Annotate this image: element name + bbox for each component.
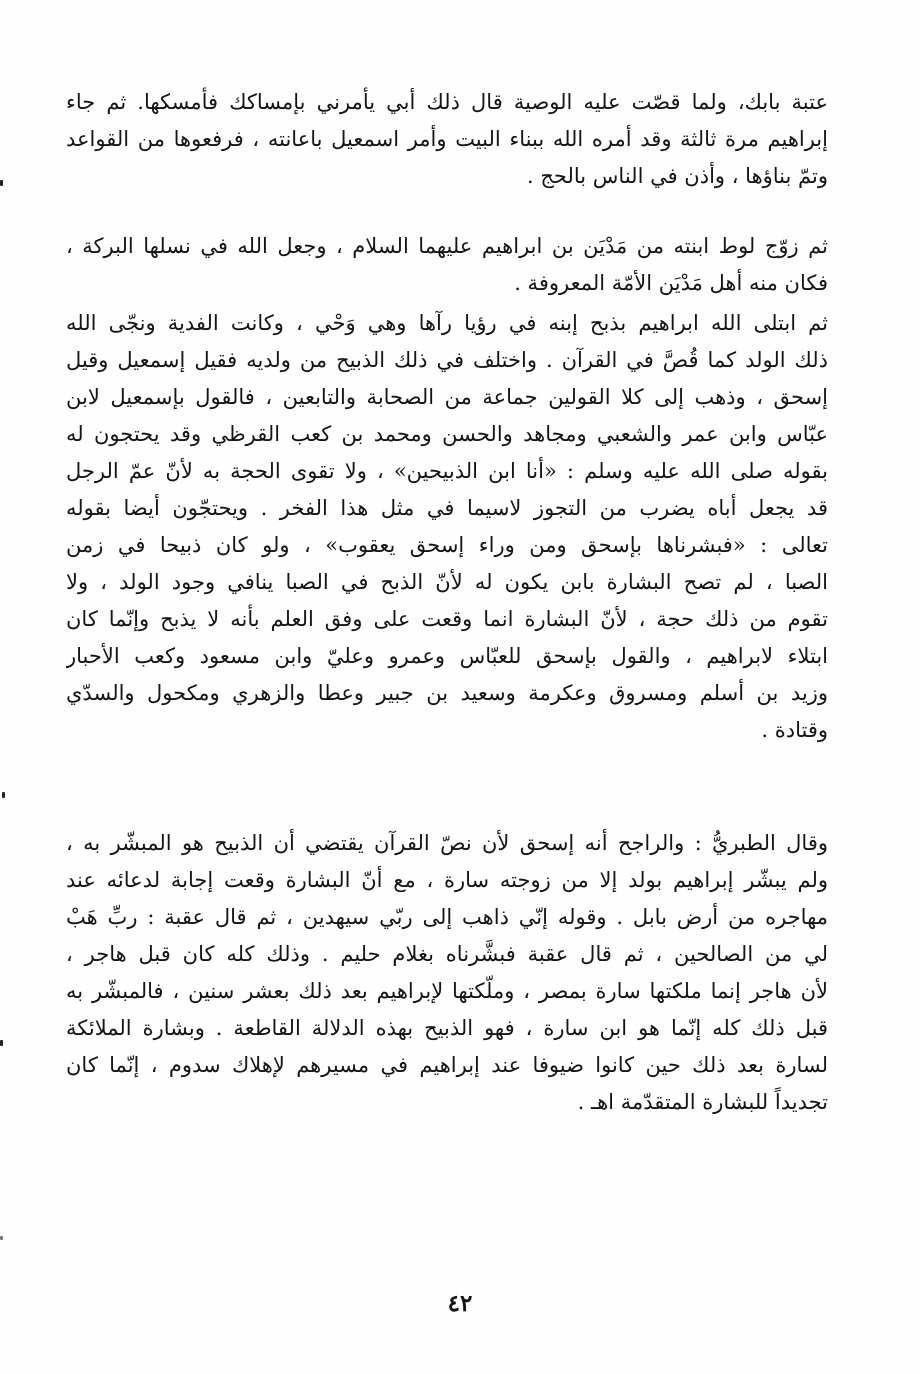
margin-speck xyxy=(0,1040,3,1046)
text-line: مهاجره من أرض بابل . وقوله إنّي ذاهب إلى ربّي سيهدين ، ثم قال عقبة : ربِّ هَبْ xyxy=(66,905,828,929)
text-line: بقوله صلى الله عليه وسلم : «أنا ابن الذبيحين» ، ولا تقوى الحجة به لأنّ عمّ الرجل xyxy=(66,459,828,483)
text-line: تقوم من ذلك حجة ، لأنّ البشارة انما وقعت على وفق العلم بأنه لا يذبح وإنّما كان xyxy=(66,607,828,631)
text-line: ثم زوّج لوط ابنته من مَدْيَن بن ابراهيم عليهما السلام ، وجعل الله في نسلها البركة ، xyxy=(66,234,828,258)
text-line: إبراهيم مرة ثالثة وقد أمره الله ببناء البيت وأمر اسمعيل باعانته ، فرفعوها من القواعد xyxy=(66,127,828,151)
page-number: ٤٢ xyxy=(447,1290,473,1317)
text-line: ابتلاء لابراهيم ، والقول بإسحق للعبّاس وعمرو وعليّ وابن مسعود وكعب الأحبار xyxy=(66,644,828,668)
text-line: الصبا ، لم تصح البشارة بابن يكون له لأنّ الذبح في الصبا ينافي وجود الولد ، ولا xyxy=(66,570,828,594)
text-line: تعالى : «فبشرناها بإسحق ومن وراء إسحق يعقوب» ، ولو كان ذبيحا في زمن xyxy=(66,533,828,557)
text-line: وزيد بن أسلم ومسروق وعكرمة وسعيد بن جبير وعطا والزهري ومكحول والسدّي xyxy=(66,681,828,705)
text-line: فكان منه أهل مَدْيَن الأمّة المعروفة . xyxy=(514,271,828,295)
margin-speck xyxy=(0,1236,3,1240)
text-line: قبل ذلك كله إنّما هو ابن سارة ، فهو الذبيح بهذه الدلالة القاطعة . وبشارة الملائكة xyxy=(66,1016,828,1040)
text-line: وقتادة . xyxy=(761,718,828,742)
text-line: وقال الطبريُّ : والراجح أنه إسحق لأن نصّ القرآن يقتضي أن الذبيح هو المبشّر به ، xyxy=(66,831,828,855)
text-line: وتمّ بناؤها ، وأذن في الناس بالحج . xyxy=(527,164,828,188)
text-line: ثم ابتلى الله ابراهيم بذبح إبنه في رؤيا رآها وهي وَحْي ، وكانت الفدية ونجّى الله xyxy=(66,311,828,335)
paragraph-4 xyxy=(66,825,828,1121)
text-line: لسارة بعد ذلك حين كانوا ضيوفا عند إبراهيم في مسيرهم لإهلاك سدوم ، إنّما كان xyxy=(66,1053,828,1077)
text-line: ذلك الولد كما قُصَّ في القرآن . واختلف في ذلك الذبيح من ولديه فقيل إسمعيل وقيل xyxy=(66,348,828,372)
text-line: ولم يبشّر إبراهيم بولد إلا من زوجته سارة ، مع أنّ البشارة وقعت إجابة لدعائه عند xyxy=(66,868,828,892)
text-line: لأن هاجر إنما ملكتها سارة بمصر ، وملّكتها لإبراهيم بعد ذلك بعشر سنين ، فالمبشّر به xyxy=(66,979,828,1003)
text-line: قد يجعل أباه يضرب من التجوز لاسيما في مثل هذا الفخر . ويحتجّون أيضا بقوله xyxy=(66,496,828,520)
text-line: لي من الصالحين ، ثم قال عقبة فبشَّرناه بغلام حليم . وذلك كله كان قبل هاجر ، xyxy=(66,942,828,966)
text-line: عتبة بابك، ولما قصّت عليه الوصية قال ذلك أبي يأمرني بإمساكك فأمسكها. ثم جاء xyxy=(66,90,828,114)
text-line: تجديداً للبشارة المتقدّمة اهـ . xyxy=(577,1090,828,1114)
paragraph-2 xyxy=(66,228,828,302)
text-line: عبّاس وابن عمر والشعبي ومجاهد والحسن ومحمد بن كعب القرظي وقد يحتجون له xyxy=(66,422,828,446)
margin-speck xyxy=(2,792,5,798)
paragraph-3 xyxy=(66,305,828,749)
margin-speck xyxy=(0,180,3,186)
text-line: إسحق ، وذهب إلى كلا القولين جماعة من الصحابة والتابعين ، فالقول بإسمعيل لابن xyxy=(66,385,828,409)
paragraph-1 xyxy=(66,84,828,195)
